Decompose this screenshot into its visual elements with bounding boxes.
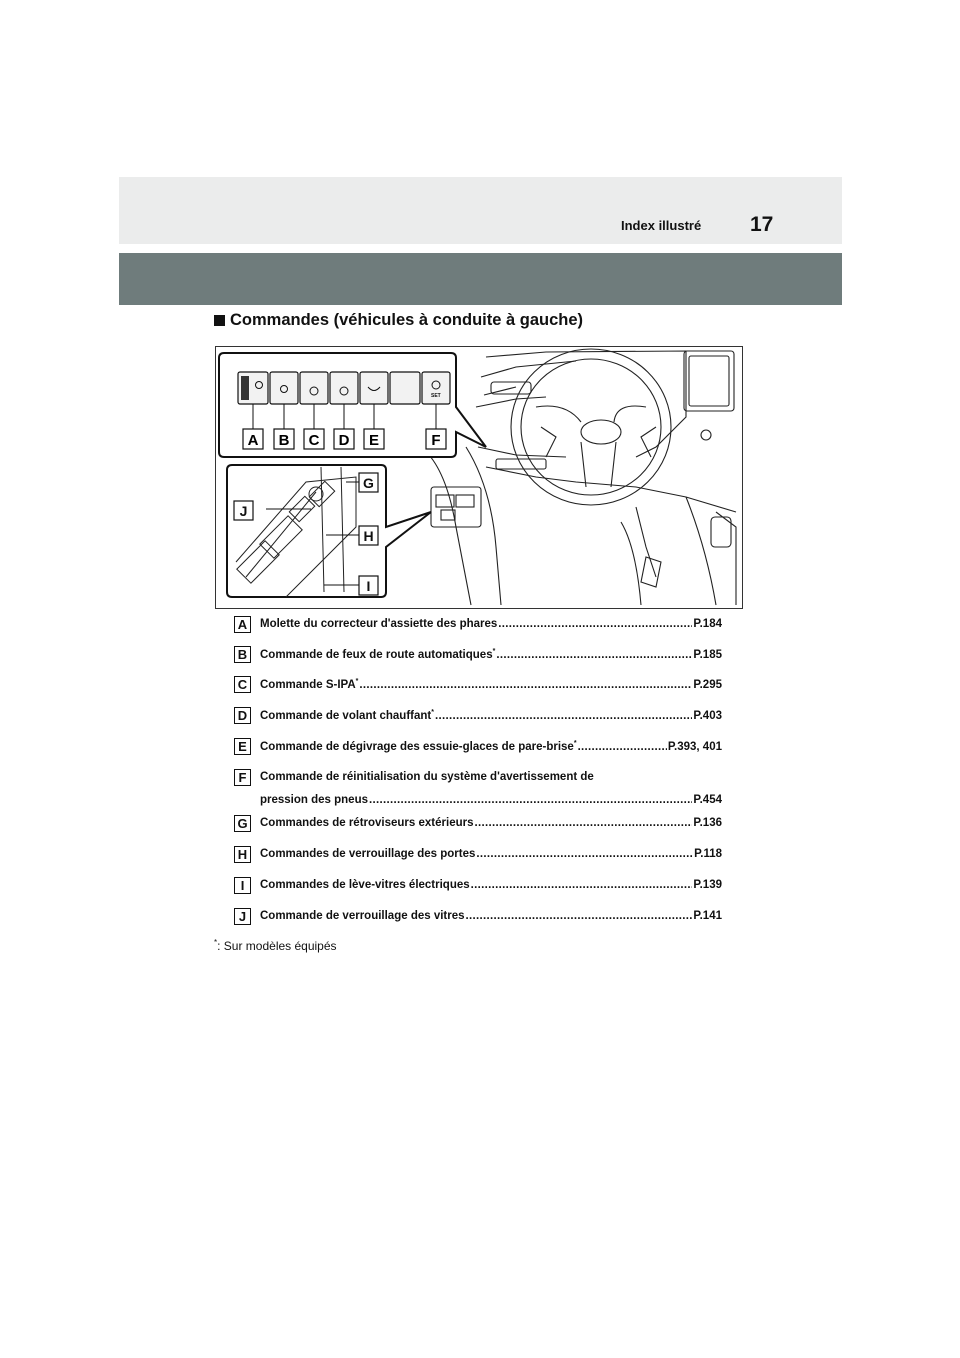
item-label: Commande de volant chauffant* — [260, 709, 434, 722]
item-letter-badge: J — [234, 908, 251, 925]
page-reference-link[interactable]: P.139 — [693, 879, 722, 891]
footnote-star: * — [573, 740, 577, 747]
page-reference-link[interactable]: P.184 — [693, 618, 722, 630]
page-reference-link[interactable]: P.403 — [693, 709, 722, 722]
item-letter-badge: D — [234, 707, 251, 724]
footnote-mark: * — [214, 938, 218, 947]
callout-label-h: H — [363, 528, 374, 544]
dot-leader — [476, 848, 693, 860]
callout-label-d: D — [338, 432, 350, 449]
page-reference-link[interactable]: P.141 — [693, 910, 722, 922]
callout-label-g: G — [363, 475, 374, 491]
page-number: 17 — [750, 213, 774, 236]
dot-leader — [471, 879, 693, 891]
dot-leader — [496, 649, 692, 661]
section-title — [214, 311, 583, 330]
square-bullet-icon — [214, 315, 225, 326]
item-letter-badge: E — [234, 738, 251, 755]
dot-leader — [474, 817, 692, 829]
callout-label-j: J — [239, 503, 248, 519]
item-letter-badge: H — [234, 846, 251, 863]
item-letter-badge: G — [234, 815, 251, 832]
page-reference-link[interactable]: P.295 — [693, 678, 722, 691]
set-label: SET — [431, 393, 441, 399]
page-reference-link[interactable]: P.393, 401 — [667, 740, 722, 753]
dot-leader — [369, 794, 692, 806]
item-letter-badge: I — [234, 877, 251, 894]
item-label: Commande de verrouillage des vitres — [260, 910, 465, 922]
section-title-text: Commandes (véhicules à conduite à gauche) — [230, 311, 584, 329]
footnote-star: * — [492, 648, 496, 655]
item-label: Commande de feux de route automatiques* — [260, 648, 496, 661]
header-band — [119, 177, 842, 244]
item-label: Molette du correcteur d'assiette des phares — [260, 618, 498, 630]
dot-leader — [359, 679, 692, 691]
footnote-text: : Sur modèles équipés — [217, 939, 337, 953]
dot-leader — [578, 741, 667, 753]
footnote-star: * — [355, 678, 359, 685]
page-reference-link[interactable]: P.136 — [693, 817, 722, 829]
dashboard-illustration — [215, 346, 743, 609]
item-letter-badge: A — [234, 616, 251, 633]
item-label: Commandes de lève-vitres électriques — [260, 879, 470, 891]
callout-label-f: F — [431, 432, 441, 449]
header-bar — [119, 253, 842, 305]
item-letter-badge: F — [234, 769, 251, 786]
dashboard-drawing — [216, 347, 742, 608]
dot-leader — [435, 710, 692, 722]
page-reference-link[interactable]: P.185 — [693, 648, 722, 661]
item-label: Commandes de rétroviseurs extérieurs — [260, 817, 474, 829]
footnote-star: * — [431, 709, 434, 716]
item-label: Commandes de verrouillage des portes — [260, 848, 476, 860]
item-label-continued: pression des pneus — [260, 794, 369, 806]
item-label: Commande S-IPA* — [260, 678, 359, 691]
callout-label-i: I — [366, 578, 371, 594]
dot-leader — [498, 618, 692, 630]
item-label: Commande de réinitialisation du système d'avertissement de — [260, 771, 594, 783]
callout-label-c: C — [308, 432, 320, 449]
callout-label-e: E — [368, 432, 380, 449]
dot-leader — [466, 910, 693, 922]
callout-label-a: A — [247, 432, 259, 449]
item-letter-badge: C — [234, 676, 251, 693]
footnote — [214, 938, 337, 953]
page-reference-link[interactable]: P.118 — [694, 848, 722, 860]
callout-label-b: B — [278, 432, 290, 449]
item-label: Commande de dégivrage des essuie-glaces de pare-brise* — [260, 740, 577, 753]
header-title: Index illustré — [621, 218, 702, 233]
page-reference-link[interactable]: P.454 — [693, 794, 722, 806]
item-letter-badge: B — [234, 646, 251, 663]
